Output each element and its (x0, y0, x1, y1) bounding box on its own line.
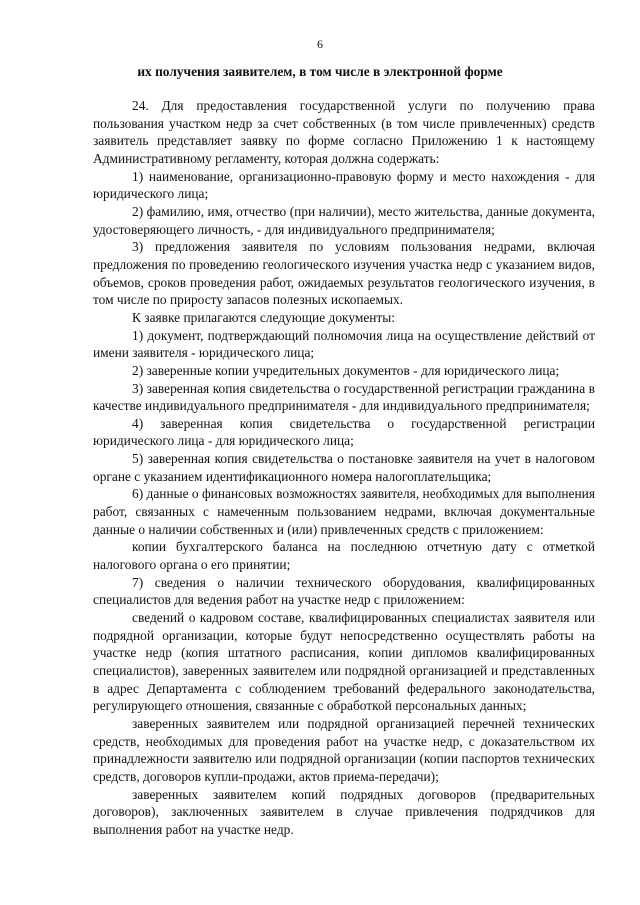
paragraph: 5) заверенная копия свидетельства о постановке заявителя на учет в налоговом органе с указанием идентификационного номера налогоплательщика; (93, 451, 595, 484)
paragraph: 4) заверенная копия свидетельства о государственной регистрации юридического лица - для юридического лица; (93, 415, 595, 449)
paragraph: К заявке прилагаются следующие документы: (132, 309, 396, 325)
paragraph: 1) наименование, организационно-правовую форму и место нахождения - для юридического лица; (93, 168, 595, 202)
paragraph: заверенных заявителем копий подрядных договоров (предварительных договоров), заключенных заявителем в случае привлечения подрядчиков для выполнения работ на участке недр. (93, 786, 595, 837)
page-number: 6 (317, 37, 323, 51)
paragraph: 3) заверенная копия свидетельства о государственной регистрации гражданина в качестве индивидуального предпринимателя - для индивидуального предпринимателя; (93, 380, 595, 414)
section-heading: их получения заявителем, в том числе в электронной форме (137, 64, 503, 79)
paragraph: 2) заверенные копии учредительных документов - для юридического лица; (132, 362, 560, 378)
paragraph: 7) сведения о наличии технического оборудования, квалифицированных специалистов для ведения работ на участке недр с приложением: (93, 574, 595, 608)
paragraph: копии бухгалтерского баланса на последнюю отчетную дату с отметкой налогового органа о его принятии; (93, 539, 595, 573)
paragraph: 24. Для предоставления государственной услуги по получению права пользования участком недр за счет собственных (в том числе привлеченных) средств заявитель представляет заявку по форме согласно Приложению 1 к настоящему Административному регламенту, которая должна содержать: (93, 98, 595, 166)
paragraph: 3) предложения заявителя по условиям пользования недрами, включая предложения по проведению геологического изучения участка недр с указанием видов, объемов, сроков проведения работ, ожидаемых результатов геологического изучения, в том числе по приросту запасов полезных ископаемых. (93, 239, 595, 308)
paragraph: 1) документ, подтверждающий полномочия лица на осуществление действий от имени заявителя - юридического лица; (93, 327, 595, 361)
paragraph: сведений о кадровом составе, квалифицированных специалистах заявителя или подрядной организации, которые будут непосредственно осуществлять работы на участке недр (копия штатного расписания, копии дипломов квалифицированных специалистов), заверенных заявителем или подрядной организацией и представленных в адрес Департамента с соблюдением требований федерального законодательства, регулирующего отношения, связанные с обработкой персональных данных; (93, 610, 595, 714)
document-body (93, 97, 595, 839)
paragraph: заверенных заявителем или подрядной организацией перечней технических средств, необходимых для проведения работ на участке недр, с доказательством их принадлежности заявителю или подрядной организации (копии паспортов технических средств, договоров купли-продажи, актов приема-передачи); (93, 715, 595, 784)
paragraph: 2) фамилию, имя, отчество (при наличии), место жительства, данные документа, удостоверяющего личность, - для индивидуального предпринимателя; (93, 203, 595, 237)
paragraph: 6) данные о финансовых возможностях заявителя, необходимых для выполнения работ, связанных с намеченным пользованием недрами, включая документальные данные о наличии собственных и (или) привлеченных средств с приложением: (93, 486, 595, 537)
